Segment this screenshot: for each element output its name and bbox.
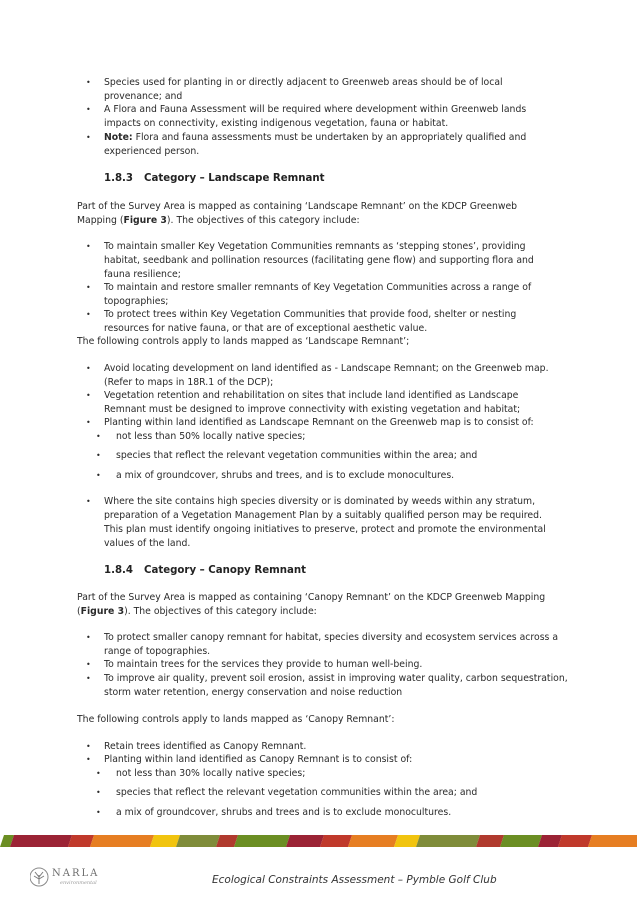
list-item-line: To maintain trees for the services they provide to human well-being. [104, 659, 423, 670]
list-item-line: storm water retention, energy conservation and noise reduction [104, 687, 403, 698]
footer-color-bar [0, 835, 637, 847]
list-item-line: Avoid locating development on land identified as - Landscape Remnant; on the Greenweb map. [104, 363, 549, 374]
bullet-icon: • [86, 633, 91, 642]
list-item-line: Planting within land identified as Landscape Remnant on the Greenweb map is to consist of: [104, 417, 534, 428]
paragraph-line: Part of the Survey Area is mapped as containing ‘Landscape Remnant’ on the KDCP Greenweb [77, 201, 518, 212]
bullet-icon: • [86, 391, 91, 400]
footer-title: Ecological Constraints Assessment – Pymble Golf Club [212, 874, 497, 886]
section-number: 1.8.3 [104, 173, 134, 184]
list-item-line: not less than 50% locally native species; [116, 431, 306, 442]
color-bar-segment [286, 835, 324, 847]
paragraph-text: Mapping ( [77, 214, 124, 226]
list-item-line: (Refer to maps in 18R.1 of the DCP); [104, 377, 274, 388]
list-item-line: A Flora and Fauna Assessment will be required where development within Greenweb lands [104, 104, 527, 115]
color-bar-segment [500, 835, 542, 847]
paragraph-text: ). The objectives of this category include: [124, 605, 317, 617]
paragraph-text: ). The objectives of this category include: [166, 214, 360, 226]
bullet-icon: • [86, 674, 91, 683]
list-item-line: To protect smaller canopy remnant for habitat, species diversity and ecosystem services across a [104, 632, 559, 643]
bullet-icon: • [86, 283, 91, 292]
section-heading [104, 173, 325, 184]
list-item-line: This plan must identify ongoing initiatives to preserve, protect and promote the environmental [104, 524, 546, 535]
note-text: Flora and fauna assessments must be undertaken by an appropriately qualified and [132, 132, 527, 143]
list-item-line: Planting within land identified as Canopy Remnant is to consist of: [104, 754, 413, 765]
bullet-icon: • [96, 808, 101, 817]
list-item-line: To maintain smaller Key Vegetation Communities remnants as ‘stepping stones’, providing [104, 241, 526, 252]
paragraph [77, 591, 561, 618]
bullet-icon: • [86, 742, 91, 751]
color-bar-segment [10, 835, 72, 847]
color-bar-segment [176, 835, 220, 847]
list-item-line: To maintain and restore smaller remnants of Key Vegetation Communities across a range of [104, 282, 532, 293]
list-item-line: impacts on connectivity, existing indigenous vegetation, fauna or habitat. [104, 118, 449, 129]
bullet-icon: • [86, 660, 91, 669]
bullet-icon: • [86, 364, 91, 373]
list-item-line: fauna resilience; [104, 269, 181, 280]
note-label: Note: [104, 132, 133, 143]
list-item-line: Where the site contains high species diversity or is dominated by weeds within any stratum, [104, 496, 536, 507]
list-item-line: not less than 30% locally native species; [116, 768, 306, 779]
color-bar-segment [348, 835, 398, 847]
color-bar-segment [476, 835, 504, 847]
bullet-icon: • [96, 788, 101, 797]
bullet-icon: • [86, 105, 91, 114]
paragraph-text: ( [77, 605, 81, 617]
list-item-line: species that reflect the relevant vegetation communities within the area; and [116, 787, 478, 798]
paragraph [77, 200, 561, 227]
bullet-icon: • [96, 471, 101, 480]
bullet-icon: • [96, 451, 101, 460]
bullet-icon: • [86, 133, 91, 142]
paragraph-line: Part of the Survey Area is mapped as containing ‘Canopy Remnant’ on the KDCP Greenweb Mapping [77, 592, 546, 603]
figure-reference: Figure 3 [123, 214, 167, 226]
section-title: Category – Canopy Remnant [144, 565, 306, 576]
paragraph: The following controls apply to lands mapped as ‘Landscape Remnant’; [77, 336, 410, 347]
list-item-line: Vegetation retention and rehabilitation on sites that include land identified as Landscape [104, 390, 519, 401]
bullet-icon: • [86, 78, 91, 87]
list-item-line: provenance; and [104, 91, 183, 102]
color-bar-segment [234, 835, 290, 847]
color-bar-segment [68, 835, 94, 847]
bullet-icon: • [86, 242, 91, 251]
list-item-line: resources for native fauna, or that are of exceptional aesthetic value. [104, 323, 428, 334]
color-bar-segment [150, 835, 180, 847]
list-item-line: a mix of groundcover, shrubs and trees, and is to exclude monocultures. [116, 470, 455, 481]
list-item-line: range of topographies. [104, 646, 211, 657]
color-bar-segment [90, 835, 154, 847]
section-title: Category – Landscape Remnant [144, 173, 325, 184]
list-item-line: a mix of groundcover, shrubs and trees and is to exclude monocultures. [116, 807, 452, 818]
paragraph: The following controls apply to lands mapped as ‘Canopy Remnant’: [77, 714, 395, 725]
bullet-icon: • [96, 769, 101, 778]
list-item-line: habitat, seedbank and pollination resources (facilitating gene flow) and supporting flora and [104, 255, 534, 266]
bullet-icon: • [86, 755, 91, 764]
color-bar-segment [394, 835, 420, 847]
list-item-line: values of the land. [104, 538, 191, 549]
list-item-line: Retain trees identified as Canopy Remnant. [104, 741, 307, 752]
bullet-icon: • [86, 418, 91, 427]
color-bar-segment [558, 835, 592, 847]
list-item-line: Species used for planting in or directly adjacent to Greenweb areas should be of local [104, 77, 503, 88]
color-bar-segment [320, 835, 352, 847]
bullet-icon: • [86, 497, 91, 506]
note-text: experienced person. [104, 146, 200, 157]
bullet-icon: • [86, 310, 91, 319]
figure-reference: Figure 3 [80, 605, 125, 617]
list-item-line: topographies; [104, 296, 169, 307]
list-item-line: Remnant must be designed to improve connectivity with existing vegetation and habitat; [104, 404, 521, 415]
logo-wordmark: NARLA [52, 868, 100, 879]
bullet-icon: • [96, 432, 101, 441]
section-heading [104, 565, 306, 576]
list-item-line: To protect trees within Key Vegetation Communities that provide food, shelter or nesting [104, 309, 517, 320]
list-item-line: species that reflect the relevant vegetation communities within the area; and [116, 450, 478, 461]
list-item-line: To improve air quality, prevent soil erosion, assist in improving water quality, carbon sequestration, [104, 673, 568, 684]
logo-subtitle: environmental [60, 880, 97, 886]
color-bar-segment [416, 835, 480, 847]
list-item-line: preparation of a Vegetation Management Plan by a suitably qualified person may be required. [104, 510, 542, 521]
color-bar-segment [538, 835, 562, 847]
color-bar-segment [588, 835, 637, 847]
section-number: 1.8.4 [104, 565, 134, 576]
